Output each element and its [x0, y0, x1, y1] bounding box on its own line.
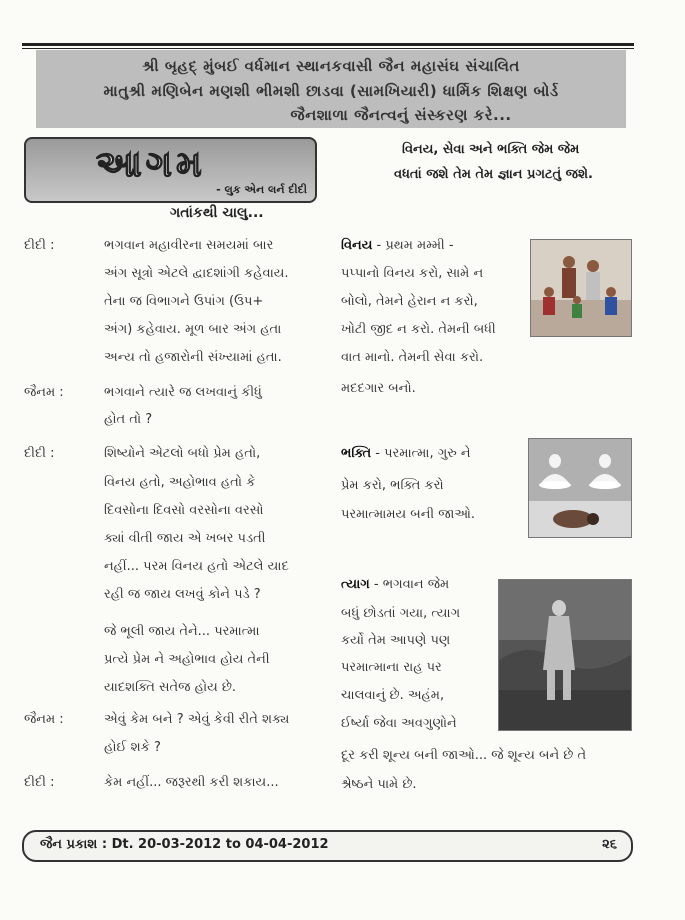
banner-line-2: માતુશ્રી મણિબેન મણશી ભીમશી છાડવા (સામખિયારી) ધાર્મિક શિક્ષણ બોર્ડ	[103, 82, 559, 100]
dialogue-line: હોત તો ?	[104, 412, 153, 427]
virtue-text: - પ્રથમ મમ્મી -	[376, 238, 454, 253]
dialogue-line: અન્ય તો હજારોની સંખ્યામાં હતા.	[104, 350, 282, 365]
dialogue-line: અંગ સૂત્રો એટલે દ્વાદશાંગી કહેવાય.	[104, 266, 289, 281]
dialogue-line: શિષ્યોને એટલો બધો પ્રેમ હતો,	[104, 446, 261, 461]
dialogue-line: રહી જ જાય લખવું કોને પડે ?	[104, 587, 261, 602]
virtue-line: વાત માનો. તેમની સેવા કરો.	[341, 350, 484, 365]
top-rule-thin	[22, 48, 634, 49]
dialogue-line: અંગ) કહેવાય. મૂળ બાર અંગ હતા	[104, 322, 282, 337]
virtue-heading: વિનય	[341, 238, 373, 253]
continued-label: ગતાંકથી ચાલુ...	[170, 205, 264, 221]
virtue-text: - પરમાત્મા, ગુરુ ને	[375, 446, 471, 461]
virtue-line: મદદગાર બનો.	[341, 381, 416, 396]
title-main: આગમ	[96, 143, 206, 185]
virtue-line: ખોટી જીદ ન કરો. તેમની બધી	[341, 322, 496, 337]
dialogue-line: ભગવાન મહાવીરના સમયમાં બાર	[104, 238, 274, 253]
virtue-line	[341, 446, 471, 461]
page-number: ૨૬	[602, 837, 617, 852]
dialogue-line: તેના જ વિભાગને ઉપાંગ (ઉપ+	[104, 294, 264, 309]
virtue-line: ઈર્ષ્યા જેવા અવગુણોને	[341, 716, 457, 731]
virtue-line: કર્યો તેમ આપણે પણ	[341, 633, 451, 648]
virtue-line	[341, 238, 454, 253]
dialogue-line: જે ભૂલી જાય તેને... પરમાત્મા	[104, 624, 260, 639]
dialogue-line: યાદશક્તિ સતેજ હોય છે.	[104, 680, 237, 695]
meditation-illustration	[528, 438, 632, 538]
banner-line-3: જૈનશાળા જૈનત્વનું સંસ્કરણ કરે...	[290, 106, 512, 124]
speaker-label: જૈનમ :	[24, 385, 64, 400]
virtue-heading: ભક્તિ	[341, 446, 372, 461]
footer-bar	[22, 830, 633, 862]
virtue-line	[341, 577, 449, 592]
virtue-line: બોલો, તેમને હેરાન ન કરો,	[341, 294, 478, 309]
dialogue-line: હોઈ શકે ?	[104, 740, 161, 755]
renunciation-illustration	[498, 579, 632, 731]
virtue-text: - ભગવાન જેમ	[373, 577, 450, 592]
dialogue-line: એવું કેમ બને ? એવું કેવી રીતે શક્ય	[104, 712, 290, 727]
virtue-line: પ્રેમ કરો, ભક્તિ કરો	[341, 478, 444, 493]
dialogue-line: ક્યાં વીતી જાય એ ખબર પડતી	[104, 531, 266, 546]
virtue-line: ચાલવાનું છે. અહંમ,	[341, 688, 445, 703]
family-illustration	[530, 239, 632, 337]
dialogue-line: કેમ નહીં... જરૂરથી કરી શકાય...	[104, 775, 279, 790]
footer-publication: જૈન પ્રકાશ : Dt. 20-03-2012 to 04-04-2012	[40, 837, 329, 852]
speaker-label: દીદી :	[24, 446, 55, 461]
speaker-label: દીદી :	[24, 775, 55, 790]
title-sub: - લુક એન લર્ન દીદી	[216, 183, 307, 196]
virtue-line: બધું છોડતાં ગયા, ત્યાગ	[341, 606, 461, 621]
virtue-line: પરમાત્મામય બની જાઓ.	[341, 507, 475, 522]
virtue-line: પપ્પાનો વિનય કરો, સામે ન	[341, 266, 484, 281]
banner-line-1: શ્રી બૃહદ્ મુંબઈ વર્ધમાન સ્થાનકવાસી જૈન મહાસંઘ સંચાલિત	[142, 57, 520, 75]
speaker-label: જૈનમ :	[24, 712, 64, 727]
dialogue-line: દિવસોના દિવસો વરસોના વરસો	[104, 503, 264, 518]
quote-line-1: વિનય, સેવા અને ભક્તિ જેમ જેમ	[402, 142, 580, 157]
top-rule-thick	[22, 43, 634, 46]
virtue-heading: ત્યાગ	[341, 577, 370, 592]
virtue-line: દૂર કરી શૂન્ય બની જાઓ... જે શૂન્ય બને છે તે	[341, 748, 587, 763]
dialogue-line: પ્રત્યે પ્રેમ ને અહોભાવ હોય તેની	[104, 652, 270, 667]
dialogue-line: નહીં... પરમ વિનય હતો એટલે યાદ	[104, 559, 289, 574]
title-box	[24, 137, 317, 203]
speaker-label: દીદી :	[24, 238, 55, 253]
dialogue-line: ભગવાને ત્યારે જ લખવાનું કીધું	[104, 385, 262, 400]
virtue-line: પરમાત્માના રાહ પર	[341, 660, 442, 675]
virtue-line: શ્રેષ્ઠને પામે છે.	[341, 777, 417, 792]
dialogue-line: વિનય હતો, અહોભાવ હતો કે	[104, 475, 256, 490]
quote-line-2: વધતાં જશે તેમ તેમ જ્ઞાન પ્રગટતું જશે.	[394, 167, 593, 182]
